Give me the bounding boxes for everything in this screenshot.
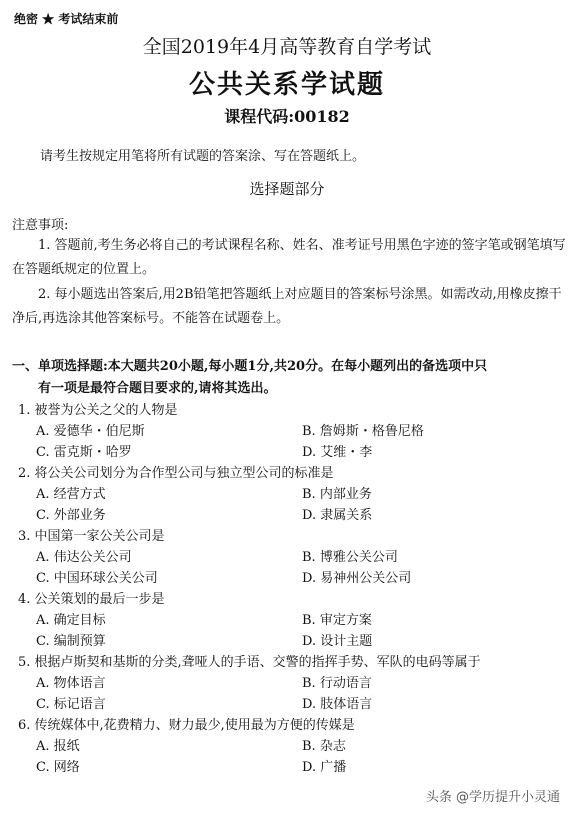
question-5-option-b: B. 行动语言 xyxy=(302,676,372,691)
question-3-option-a: A. 伟达公关公司 xyxy=(36,550,132,565)
subject-title: 公共关系学试题 xyxy=(188,70,385,100)
question-2-option-b: B. 内部业务 xyxy=(302,487,372,502)
question-4-option-a: A. 确定目标 xyxy=(36,613,106,628)
question-5-option-c: C. 标记语言 xyxy=(36,697,106,712)
question-1-stem: 1. 被誉为公关之父的人物是 xyxy=(18,403,178,418)
question-4-option-c: C. 编制预算 xyxy=(36,634,106,649)
question-2-option-c: C. 外部业务 xyxy=(36,508,106,523)
question-6-option-d: D. 广播 xyxy=(302,760,347,775)
exam-title: 全国2019年4月高等教育自学考试 xyxy=(142,36,432,58)
confidential-label: 绝密 ★ 考试结束前 xyxy=(14,12,119,26)
question-1-option-c: C. 雷克斯・哈罗 xyxy=(36,445,132,460)
note-item-1: 1. 答题前,考生务必将自己的考试课程名称、姓名、准考证号用黑色字迹的签字笔或钢笔填写在答题纸规定的位置上。 xyxy=(12,238,566,277)
question-4-option-d: D. 设计主题 xyxy=(302,634,373,649)
question-6-option-c: C. 网络 xyxy=(36,760,80,775)
question-5-stem: 5. 根据卢斯契和基斯的分类,聋哑人的手语、交警的指挥手势、军队的电码等属于 xyxy=(18,655,481,670)
question-1-option-b: B. 詹姆斯・格鲁尼格 xyxy=(302,424,424,439)
question-2-stem: 2. 将公关公司划分为合作型公司与独立型公司的标准是 xyxy=(18,466,334,481)
part-heading-line2: 有一项是最符合题目要求的,请将其选出。 xyxy=(38,381,277,396)
question-1-option-d: D. 艾维・李 xyxy=(302,445,373,460)
question-3-option-c: C. 中国环球公关公司 xyxy=(36,571,158,586)
question-1-option-a: A. 爱德华・伯尼斯 xyxy=(36,424,145,439)
watermark: 头条 @学历提升小灵通 xyxy=(425,790,560,805)
question-6-option-b: B. 杂志 xyxy=(302,739,346,754)
course-code: 课程代码:00182 xyxy=(224,107,350,126)
question-3-stem: 3. 中国第一家公关公司是 xyxy=(18,529,165,544)
section-title: 选择题部分 xyxy=(249,180,325,198)
note-item-2: 2. 每小题选出答案后,用2B铅笔把答题纸上对应题目的答案标号涂黑。如需改动,用橡皮擦干净后,再选涂其他答案标号。不能答在试题卷上。 xyxy=(12,287,562,326)
question-5-option-a: A. 物体语言 xyxy=(36,676,106,691)
question-3-option-b: B. 博雅公关公司 xyxy=(302,550,398,565)
question-3-option-d: D. 易神州公关公司 xyxy=(302,571,412,586)
question-4-stem: 4. 公关策划的最后一步是 xyxy=(18,592,165,607)
question-5-option-d: D. 肢体语言 xyxy=(302,697,373,712)
notes-heading: 注意事项: xyxy=(12,218,69,233)
question-6-option-a: A. 报纸 xyxy=(36,739,80,754)
question-4-option-b: B. 审定方案 xyxy=(302,613,372,628)
part-heading-line1: 一、单项选择题:本大题共20小题,每小题1分,共20分。在每小题列出的备选项中只 xyxy=(12,359,488,374)
question-6-stem: 6. 传统媒体中,花费精力、财力最少,使用最为方便的传媒是 xyxy=(18,718,355,733)
instruction-text: 请考生按规定用笔将所有试题的答案涂、写在答题纸上。 xyxy=(40,149,366,164)
question-2-option-d: D. 隶属关系 xyxy=(302,508,373,523)
question-2-option-a: A. 经营方式 xyxy=(36,487,106,502)
